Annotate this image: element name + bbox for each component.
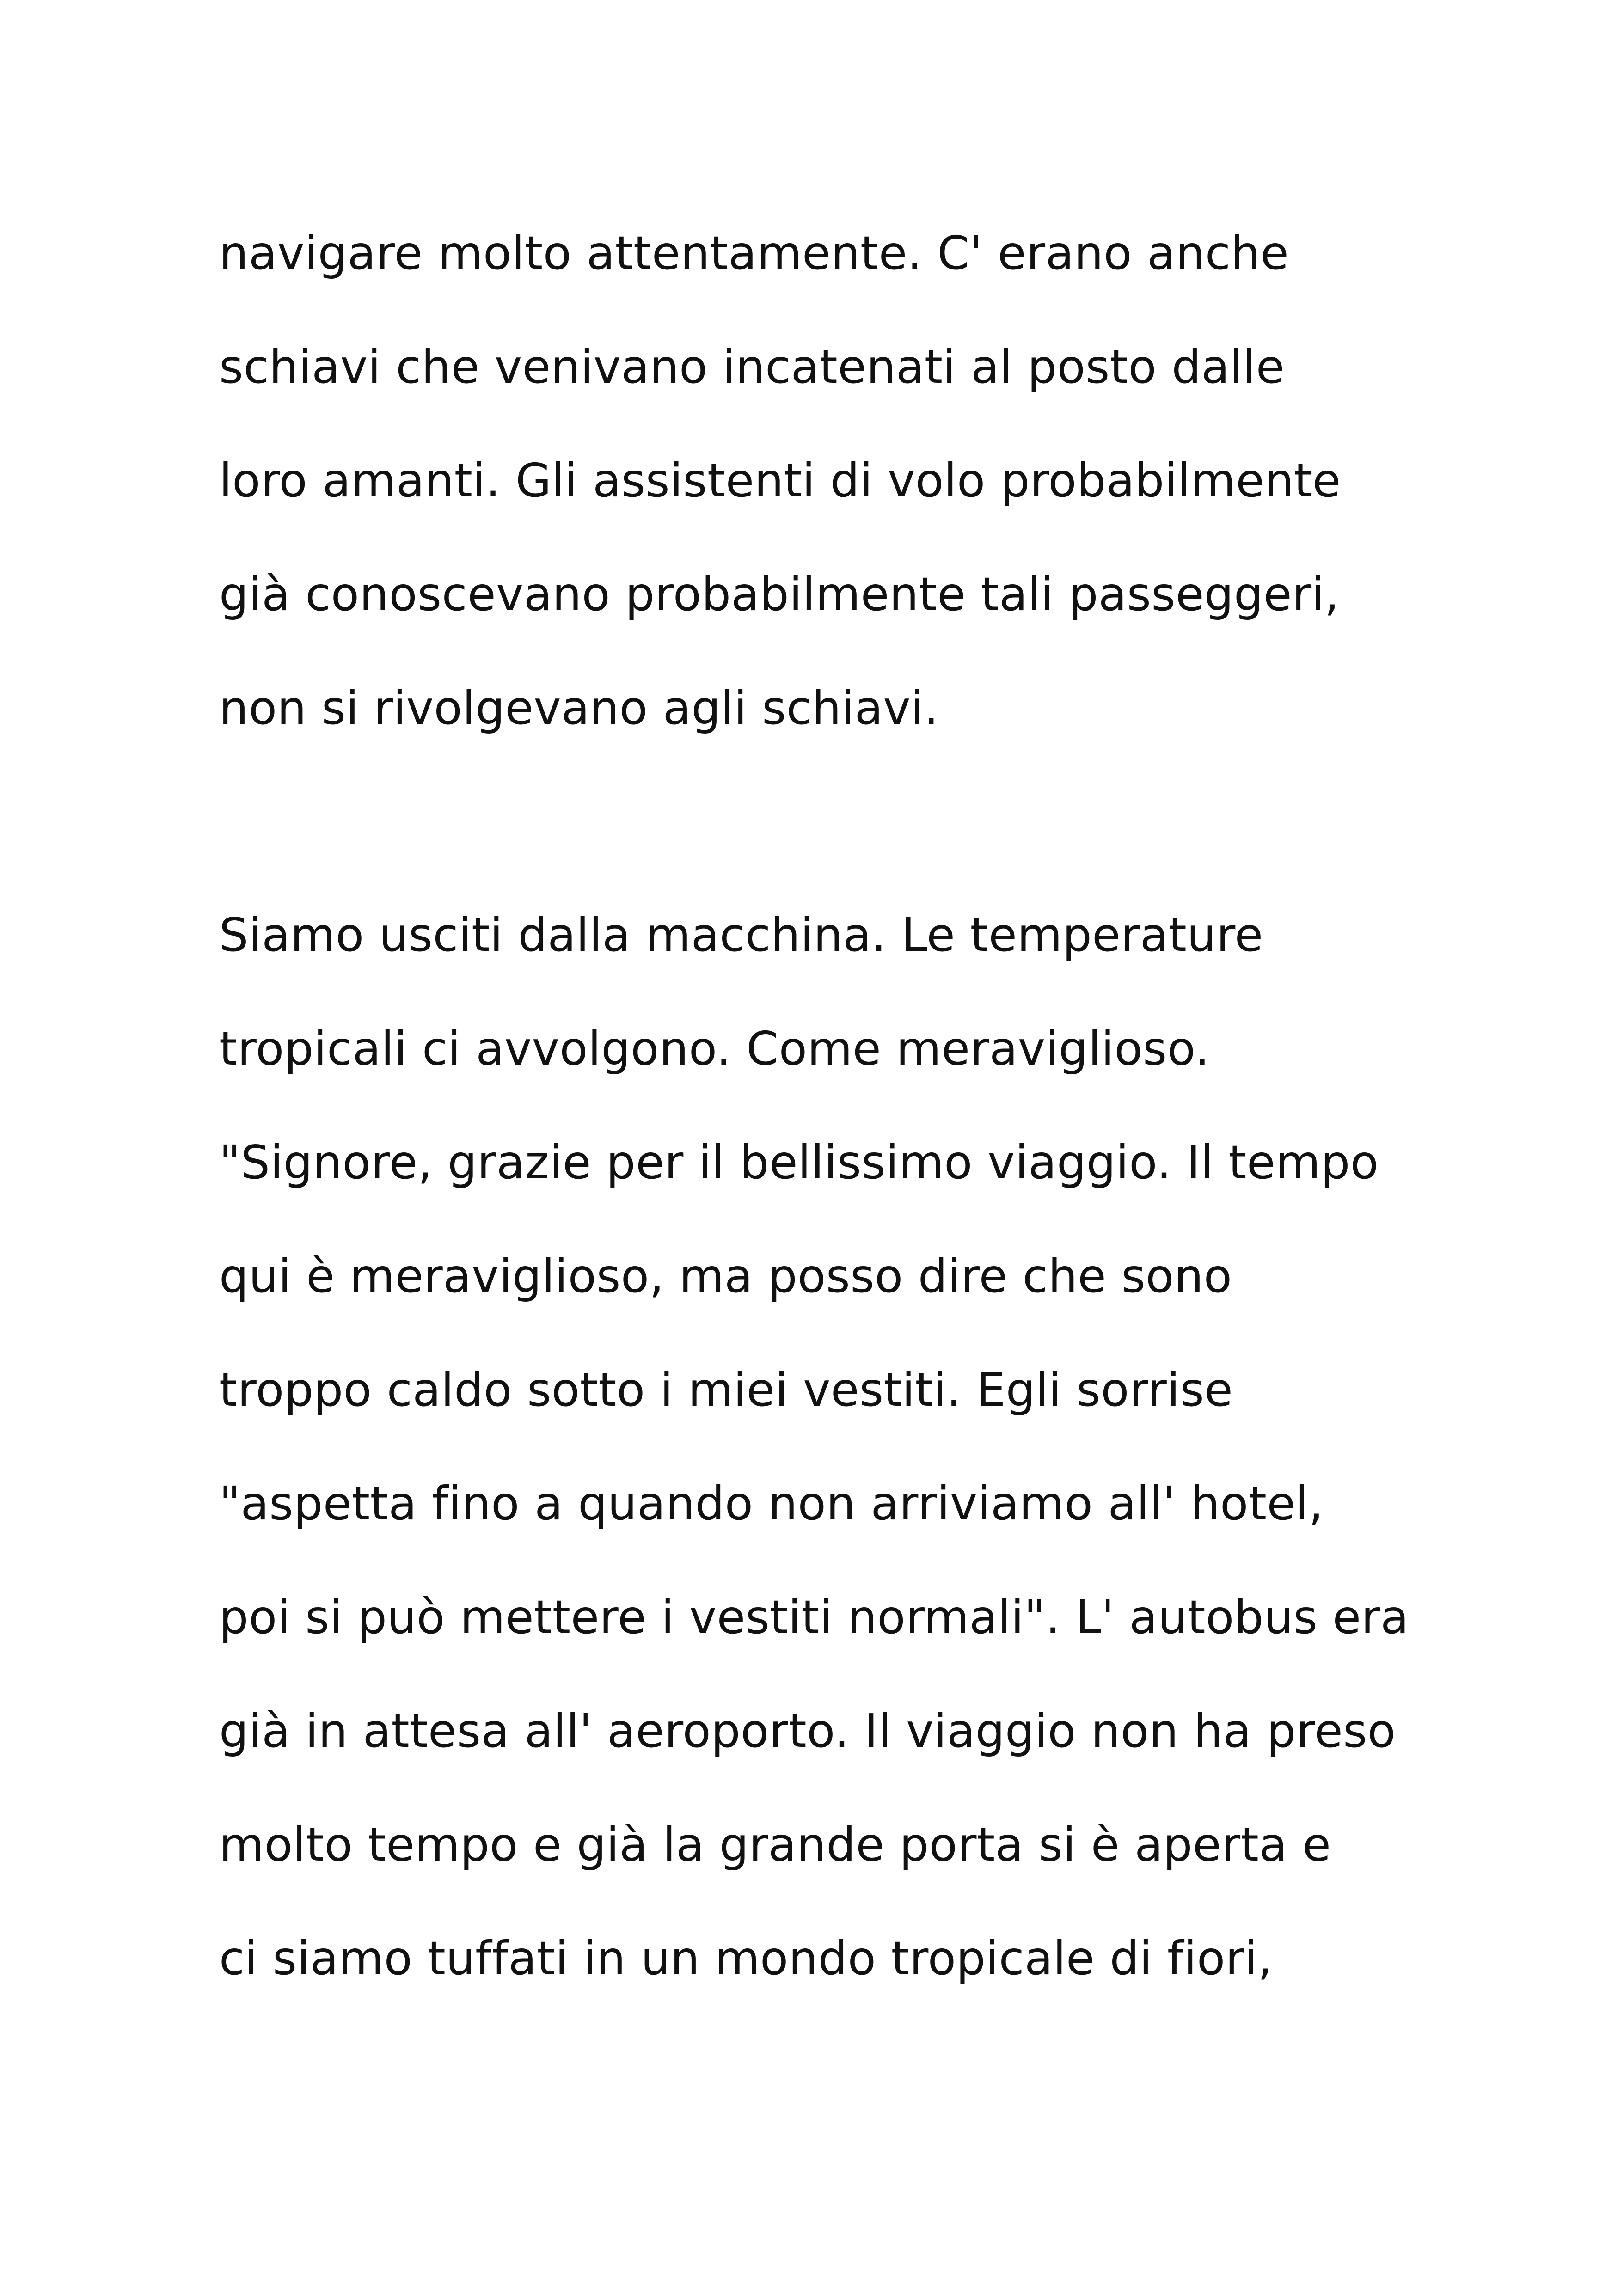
text-line: loro amanti. Gli assistenti di volo probabilmente [219, 453, 1341, 508]
text-line: poi si può mettere i vestiti normali". L' autobus era [219, 1590, 1409, 1644]
text-line: navigare molto attentamente. C' erano anche [219, 226, 1289, 280]
text-line: già in attesa all' aeroporto. Il viaggio non ha preso [219, 1704, 1396, 1758]
text-line: tropicali ci avvolgono. Come meraviglioso. [219, 1022, 1210, 1076]
text-line: non si rivolgevano agli schiavi. [219, 681, 939, 735]
paragraph-2 [219, 878, 1467, 2015]
text-line: ci siamo tuffati in un mondo tropicale di fiori, [219, 1931, 1273, 1985]
text-line: schiavi che venivano incatenati al posto dalle [219, 340, 1285, 394]
text-line: molto tempo e già la grande porta si è aperta e [219, 1818, 1331, 1872]
text-line: già conoscevano probabilmente tali passeggeri, [219, 567, 1340, 621]
paragraph-1 [219, 196, 1467, 765]
text-line: troppo caldo sotto i miei vestiti. Egli sorrise [219, 1363, 1233, 1417]
text-line: Siamo usciti dalla macchina. Le temperature [219, 908, 1263, 962]
text-line: qui è meraviglioso, ma posso dire che sono [219, 1249, 1232, 1303]
text-line: "Signore, grazie per il bellissimo viaggio. Il tempo [219, 1135, 1379, 1189]
text-line: "aspetta fino a quando non arriviamo all' hotel, [219, 1476, 1324, 1531]
